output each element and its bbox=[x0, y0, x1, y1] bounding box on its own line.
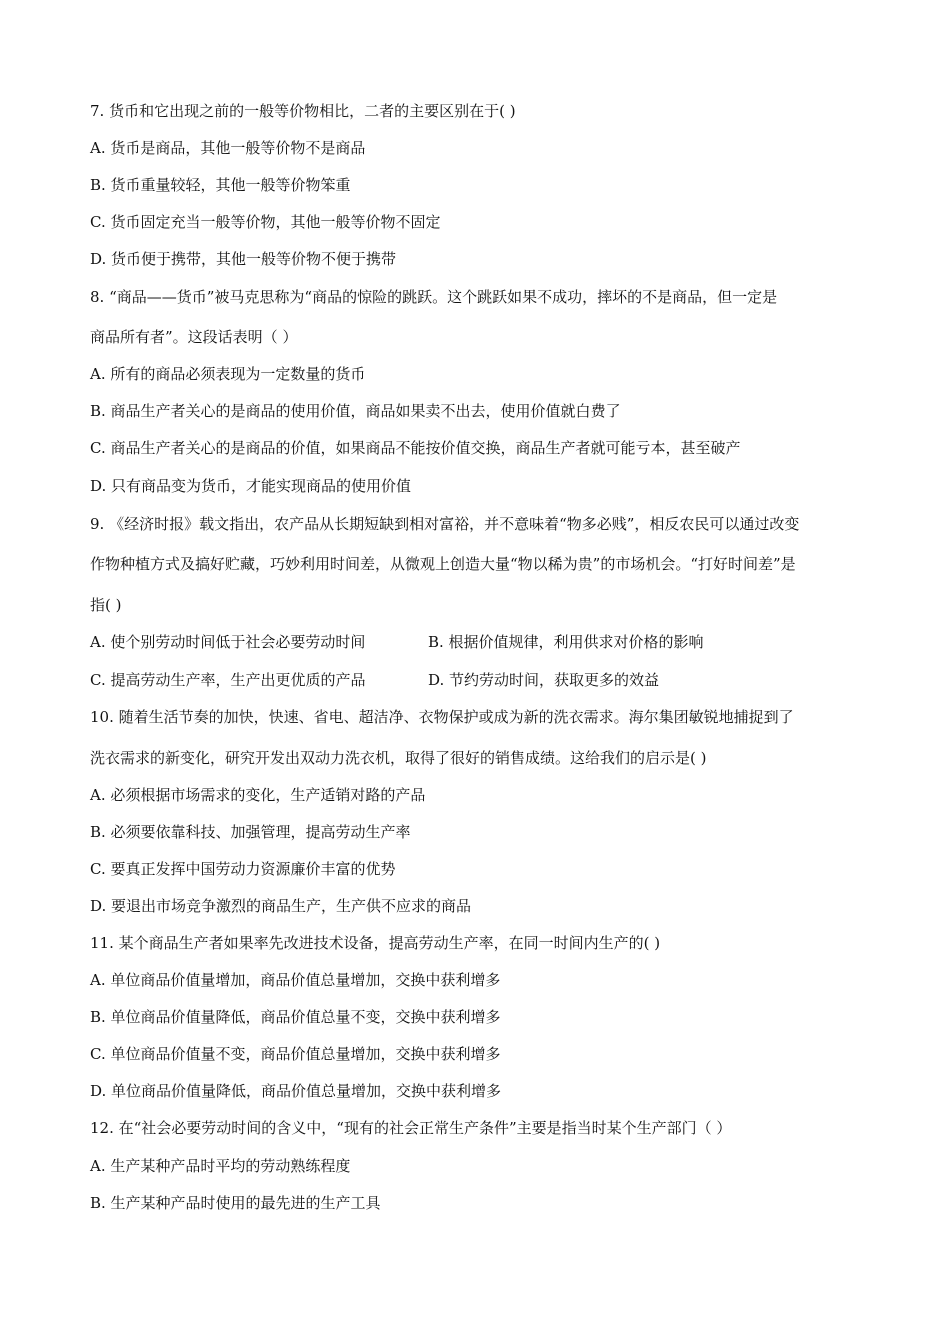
question-7-stem: 7. 货币和它出现之前的一般等价物相比，二者的主要区别在于( ) bbox=[90, 102, 516, 120]
question-9-option-d: D. 节约劳动时间，获取更多的效益 bbox=[428, 671, 660, 689]
question-7-option-b: B. 货币重量较轻，其他一般等价物笨重 bbox=[90, 176, 351, 194]
question-10-option-d: D. 要退出市场竞争激烈的商品生产，生产供不应求的商品 bbox=[90, 897, 472, 915]
question-11-option-c: C. 单位商品价值量不变，商品价值总量增加，交换中获利增多 bbox=[90, 1045, 501, 1063]
question-11-option-b: B. 单位商品价值量降低，商品价值总量不变，交换中获利增多 bbox=[90, 1008, 501, 1026]
question-10-option-a: A. 必须根据市场需求的变化，生产适销对路的产品 bbox=[90, 786, 426, 804]
question-12-option-a: A. 生产某种产品时平均的劳动熟练程度 bbox=[90, 1157, 351, 1175]
question-8-option-a: A. 所有的商品必须表现为一定数量的货币 bbox=[90, 365, 366, 383]
question-9-option-c: C. 提高劳动生产率，生产出更优质的产品 bbox=[90, 671, 366, 689]
question-12-option-b: B. 生产某种产品时使用的最先进的生产工具 bbox=[90, 1194, 381, 1212]
question-11-option-d: D. 单位商品价值量降低，商品价值总量增加，交换中获利增多 bbox=[90, 1082, 502, 1100]
question-7-option-c: C. 货币固定充当一般等价物，其他一般等价物不固定 bbox=[90, 213, 441, 231]
question-11-option-a: A. 单位商品价值量增加，商品价值总量增加，交换中获利增多 bbox=[90, 971, 501, 989]
question-9-option-a: A. 使个别劳动时间低于社会必要劳动时间 bbox=[90, 633, 366, 651]
question-7-option-a: A. 货币是商品，其他一般等价物不是商品 bbox=[90, 139, 366, 157]
question-9-option-b: B. 根据价值规律，利用供求对价格的影响 bbox=[428, 633, 704, 651]
question-7-option-d: D. 货币便于携带，其他一般等价物不便于携带 bbox=[90, 250, 397, 268]
question-9-stem-line-3: 指( ) bbox=[90, 596, 122, 614]
question-10-option-c: C. 要真正发挥中国劳动力资源廉价丰富的优势 bbox=[90, 860, 396, 878]
question-10-stem-line-1: 10. 随着生活节奏的加快，快速、省电、超洁净、衣物保护或成为新的洗衣需求。海尔集团敏锐地捕捉到了 bbox=[90, 708, 794, 726]
question-10-option-b: B. 必须要依靠科技、加强管理，提高劳动生产率 bbox=[90, 823, 411, 841]
question-11-stem: 11. 某个商品生产者如果率先改进技术设备，提高劳动生产率，在同一时间内生产的( ) bbox=[90, 934, 661, 952]
question-8-option-d: D. 只有商品变为货币，才能实现商品的使用价值 bbox=[90, 477, 412, 495]
question-12-stem: 12. 在“社会必要劳动时间的含义中，“现有的社会正常生产条件”主要是指当时某个生产部门（ ） bbox=[90, 1119, 732, 1137]
question-8-option-b: B. 商品生产者关心的是商品的使用价值，商品如果卖不出去，使用价值就白费了 bbox=[90, 402, 621, 420]
question-8-stem-line-1: 8. “商品——货币”被马克思称为“商品的惊险的跳跃。这个跳跃如果不成功，摔坏的不是商品，但一定是 bbox=[90, 288, 778, 306]
question-10-stem-line-2: 洗衣需求的新变化，研究开发出双动力洗衣机，取得了很好的销售成绩。这给我们的启示是( ) bbox=[90, 749, 707, 767]
question-9-stem-line-1: 9. 《经济时报》载文指出，农产品从长期短缺到相对富裕，并不意味着“物多必贱”，相反农民可以通过改变 bbox=[90, 515, 800, 533]
question-9-stem-line-2: 作物种植方式及搞好贮藏，巧妙利用时间差，从微观上创造大量“物以稀为贵”的市场机会。“打好时间差”是 bbox=[90, 555, 796, 573]
question-8-stem-line-2: 商品所有者”。这段话表明（ ） bbox=[90, 328, 298, 346]
question-8-option-c: C. 商品生产者关心的是商品的价值，如果商品不能按价值交换，商品生产者就可能亏本，甚至破产 bbox=[90, 439, 741, 457]
